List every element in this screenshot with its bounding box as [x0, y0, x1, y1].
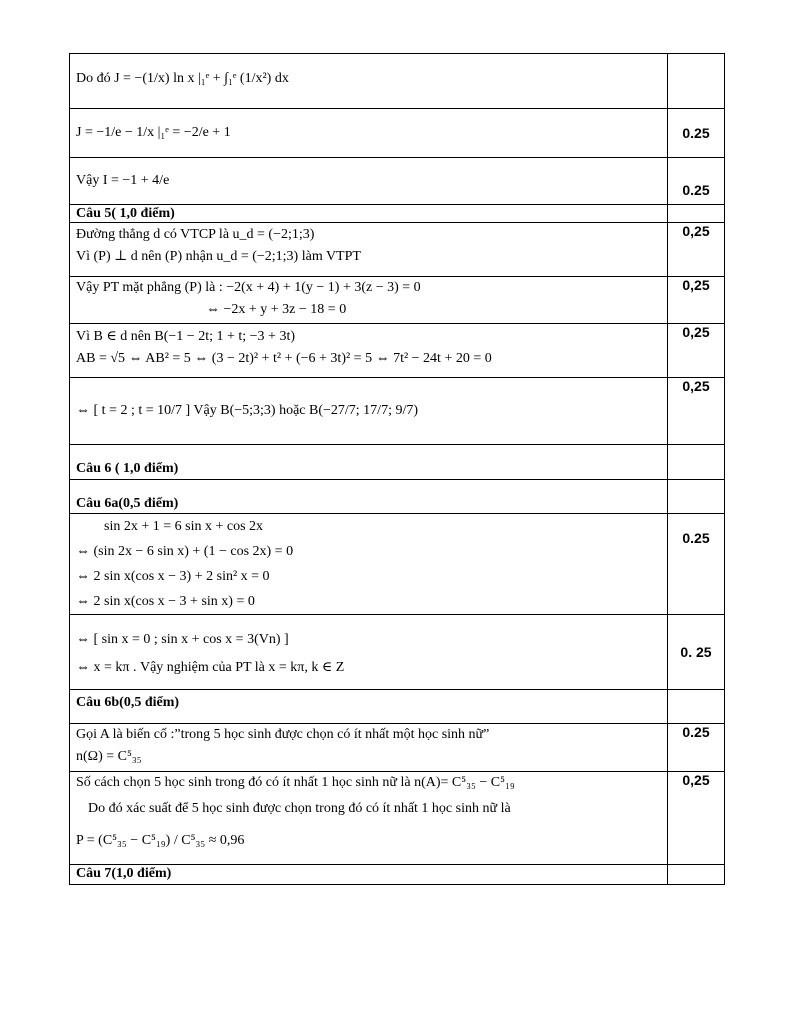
- content-line: ⇔ x = kπ . Vậy nghiệm của PT là x = kπ, k ∈ Z: [76, 660, 345, 675]
- table-row: [70, 109, 725, 158]
- content-line: Vậy I = −1 + 4/e: [76, 173, 170, 188]
- content-line: Vì B ∈ d nên B(−1 − 2t; 1 + t; −3 + 3t): [76, 329, 296, 344]
- score-cell: 0,25: [668, 378, 725, 445]
- section-heading-cell: [70, 445, 668, 480]
- score-cell: 0.25: [668, 514, 725, 615]
- table-row: [70, 205, 725, 223]
- row-content: [70, 158, 668, 205]
- table-row: [70, 772, 725, 865]
- content-line: sin 2x + 1 = 6 sin x + cos 2x: [104, 519, 264, 534]
- content-line: ⇔ [ sin x = 0 ; sin x + cos x = 3(Vn) ]: [76, 632, 289, 647]
- table-row: [70, 158, 725, 205]
- table-row: [70, 724, 725, 772]
- content-line: ⇔ [ t = 2 ; t = 10/7 ] Vậy B(−5;3;3) hoặc B(−27/7; 17/7; 9/7): [76, 403, 419, 418]
- section-heading-cell: [70, 865, 668, 885]
- content-line: Gọi A là biến cố :”trong 5 học sinh được chọn có ít nhất một học sinh nữ”: [76, 727, 490, 742]
- score-cell: [668, 690, 725, 724]
- score-cell: 0.25: [668, 109, 725, 158]
- section-heading-cell: [70, 205, 668, 223]
- score-cell: [668, 445, 725, 480]
- table-row: [70, 615, 725, 690]
- score-cell: [668, 54, 725, 109]
- row-content: [70, 109, 668, 158]
- table-row: [70, 324, 725, 378]
- content-line: Vậy PT mặt phẳng (P) là : −2(x + 4) + 1(y − 1) + 3(z − 3) = 0: [76, 280, 421, 295]
- score-cell: 0.25: [668, 724, 725, 772]
- table-row: [70, 514, 725, 615]
- content-line: ⇔ 2 sin x(cos x − 3 + sin x) = 0: [76, 594, 255, 609]
- content-line: J = −1/e − 1/x |₁ᵉ = −2/e + 1: [76, 125, 231, 140]
- content-line: ⇔ 2 sin x(cos x − 3) + 2 sin² x = 0: [76, 569, 270, 584]
- section-heading: Câu 5( 1,0 điểm): [76, 206, 175, 221]
- table-row: [70, 277, 725, 324]
- content-line: n(Ω) = C⁵₃₅: [76, 749, 142, 764]
- content-line: Do đó J = −(1/x) ln x |₁ᵉ + ∫₁ᵉ (1/x²) dx: [76, 71, 289, 86]
- section-heading: Câu 7(1,0 điểm): [76, 866, 172, 881]
- content-line: Số cách chọn 5 học sinh trong đó có ít nhất 1 học sinh nữ là n(A)= C⁵₃₅ − C⁵₁₉: [76, 775, 515, 790]
- row-content: [70, 54, 668, 109]
- row-content: [70, 772, 668, 865]
- content-line: Vì (P) ⊥ d nên (P) nhận u_d = (−2;1;3) làm VTPT: [76, 249, 361, 264]
- content-line: ⇔ −2x + y + 3z − 18 = 0: [206, 302, 347, 317]
- score-cell: 0,25: [668, 277, 725, 324]
- table-row: [70, 223, 725, 277]
- row-content: [70, 724, 668, 772]
- row-content: [70, 324, 668, 378]
- score-cell: [668, 480, 725, 514]
- score-cell: 0. 25: [668, 615, 725, 690]
- score-cell: [668, 205, 725, 223]
- content-line: P = (C⁵₃₅ − C⁵₁₉) / C⁵₃₅ ≈ 0,96: [76, 833, 245, 848]
- row-content: [70, 378, 668, 445]
- section-heading: Câu 6 ( 1,0 điểm): [76, 461, 179, 476]
- table-row: [70, 445, 725, 480]
- row-content: [70, 223, 668, 277]
- score-cell: [668, 865, 725, 885]
- row-content: [70, 615, 668, 690]
- section-heading: Câu 6a(0,5 điểm): [76, 496, 179, 511]
- content-line: AB = √5 ⇔ AB² = 5 ⇔ (3 − 2t)² + t² + (−6 + 3t)² = 5 ⇔ 7t² − 24t + 20 = 0: [76, 351, 492, 366]
- table-row: [70, 865, 725, 885]
- table-row: [70, 480, 725, 514]
- table-row: [70, 54, 725, 109]
- score-cell: 0.25: [668, 158, 725, 205]
- content-line: Do đó xác suất để 5 học sinh được chọn trong đó có ít nhất 1 học sinh nữ là: [88, 801, 511, 816]
- answer-table: [69, 53, 725, 885]
- table-row: [70, 378, 725, 445]
- section-heading: Câu 6b(0,5 điểm): [76, 695, 180, 710]
- table-row: [70, 690, 725, 724]
- content-line: Đường thẳng d có VTCP là u_d = (−2;1;3): [76, 227, 315, 242]
- content-line: ⇔ (sin 2x − 6 sin x) + (1 − cos 2x) = 0: [76, 544, 294, 559]
- score-cell: 0,25: [668, 772, 725, 865]
- section-heading-cell: [70, 690, 668, 724]
- row-content: [70, 277, 668, 324]
- row-content: [70, 514, 668, 615]
- score-cell: 0,25: [668, 223, 725, 277]
- section-heading-cell: [70, 480, 668, 514]
- score-cell: 0,25: [668, 324, 725, 378]
